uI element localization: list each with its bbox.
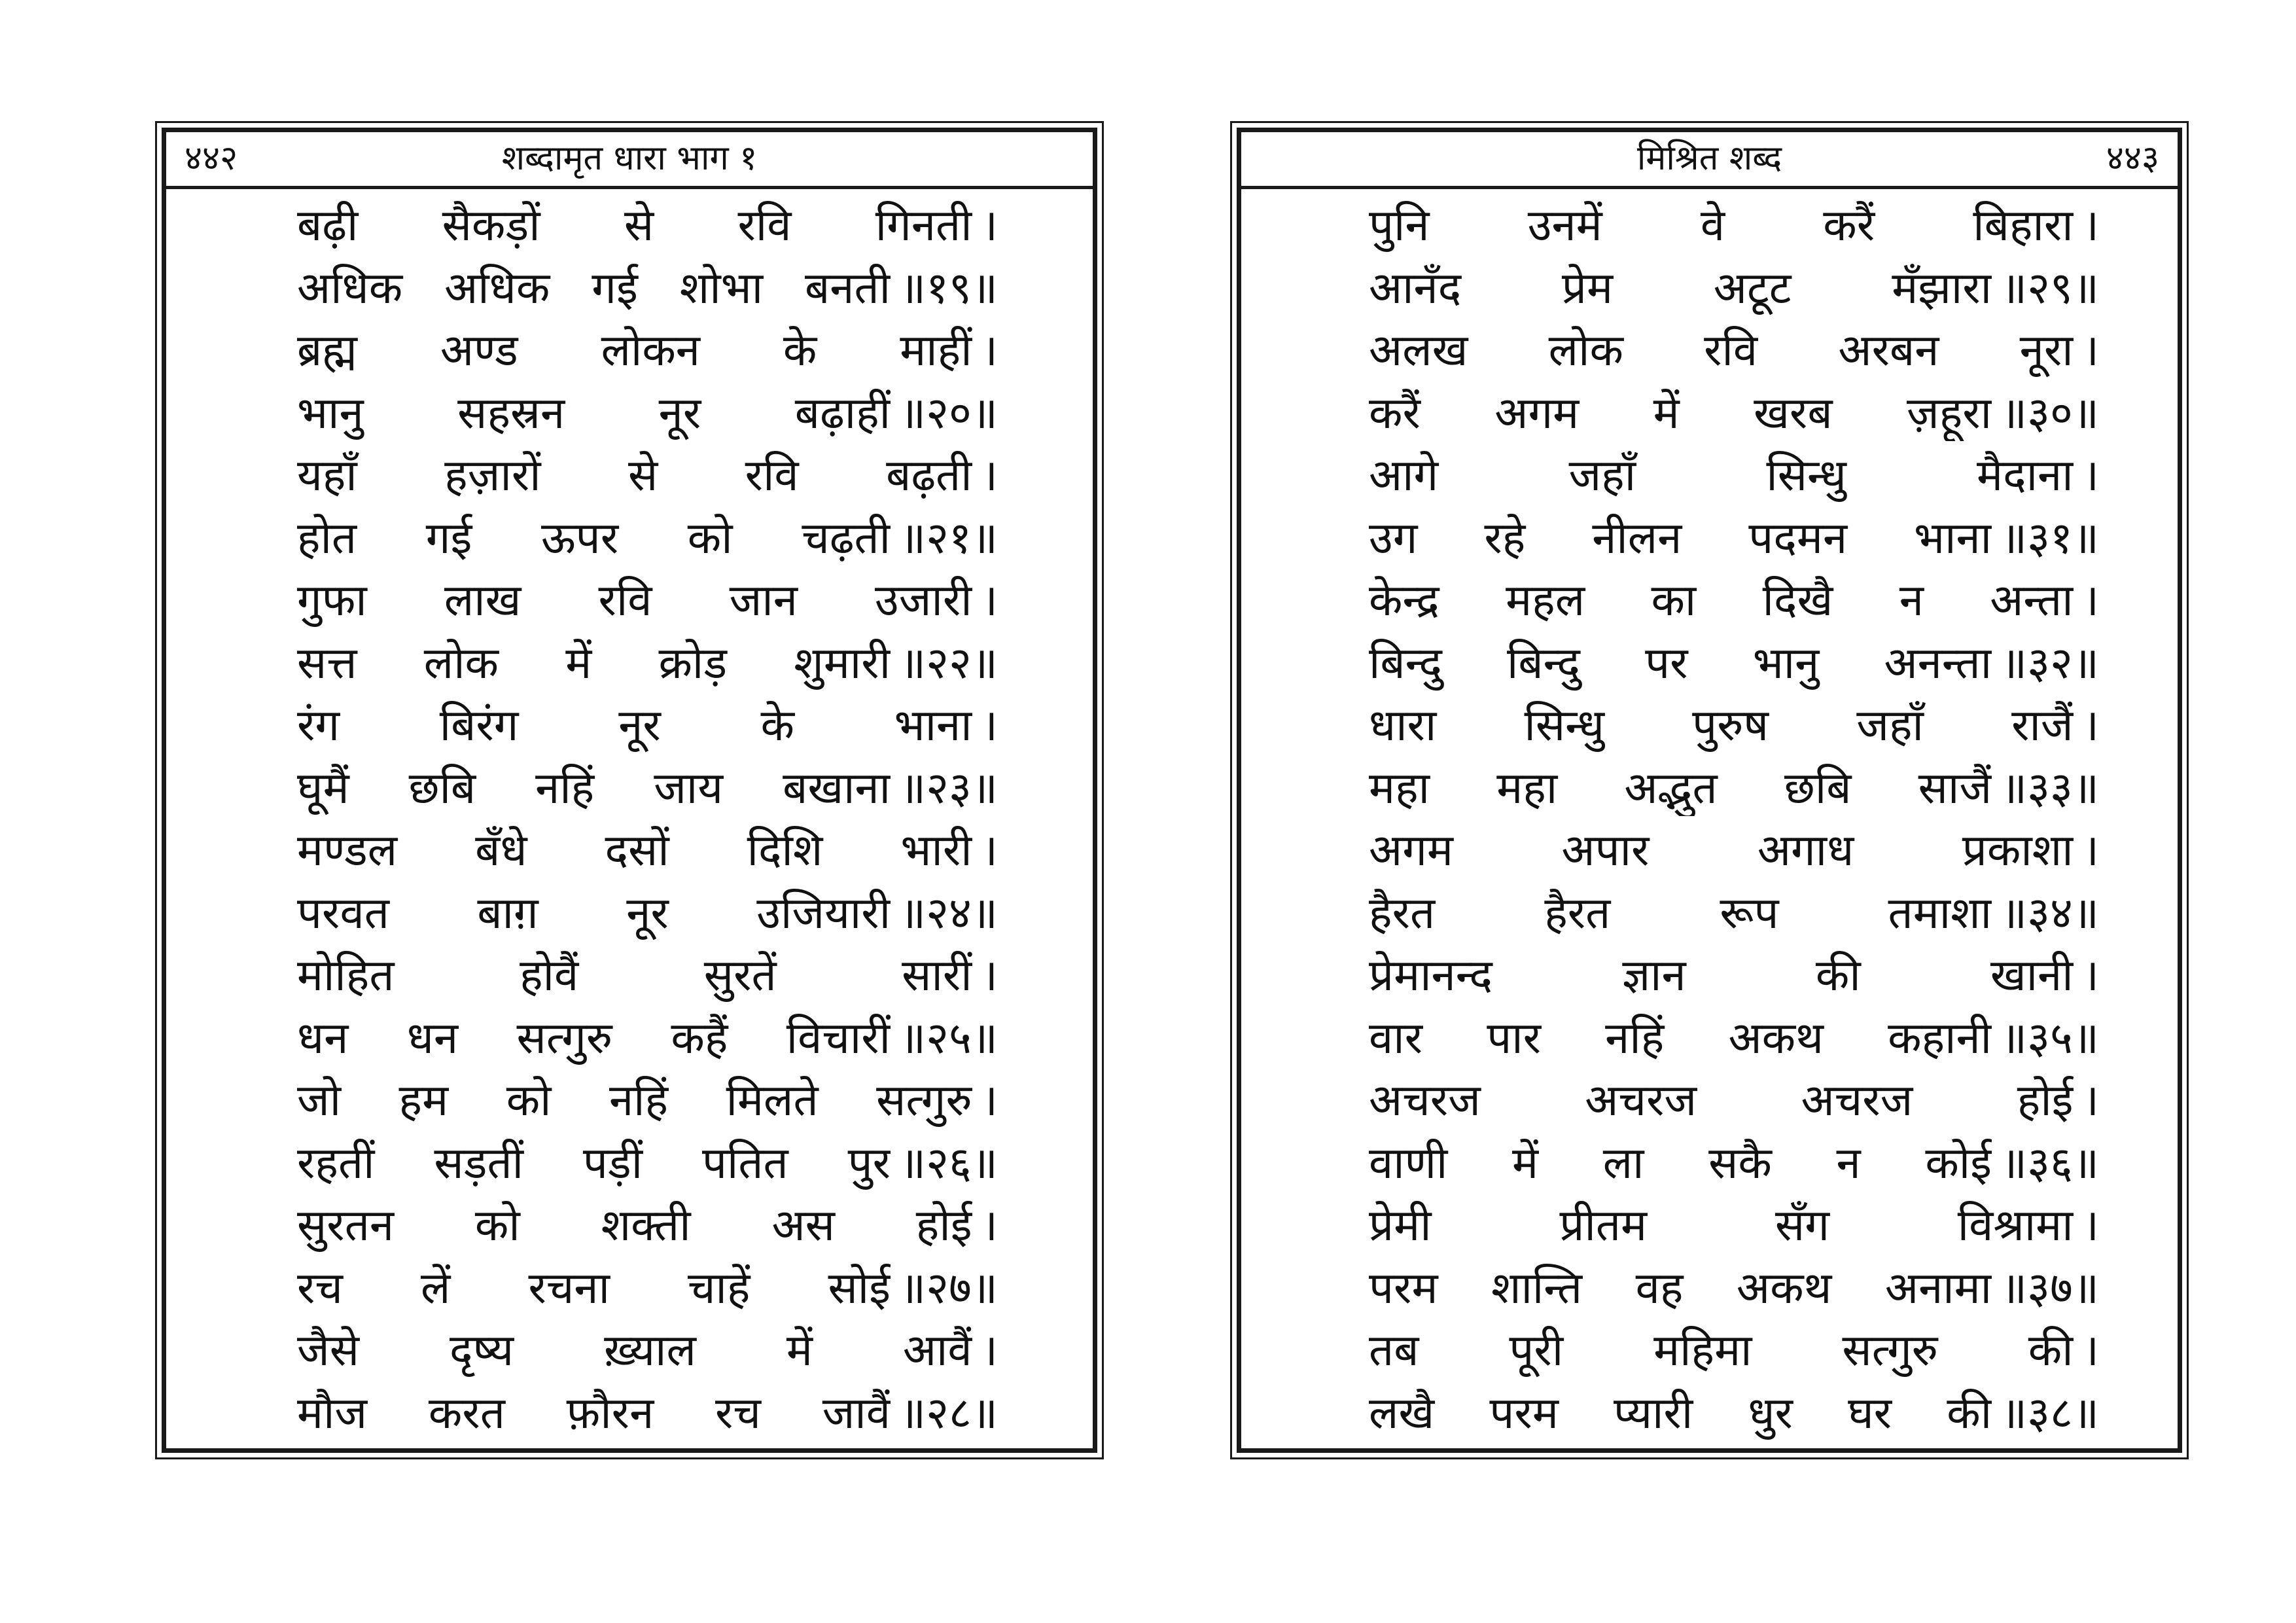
verse-line [297,198,998,253]
left-verse-block [297,198,998,1441]
verse-end-mark: ॥३४॥ [2001,887,2099,938]
verse-text: करैं अगम में खरब ज़हूरा [1369,387,1992,438]
verse-end-mark: । [2082,1200,2099,1251]
left-page [162,128,1097,1453]
right-page-number: ४४३ [2106,139,2159,178]
verse-line [297,1010,998,1066]
verse-text: अलख लोक रवि अरबन नूरा [1369,325,2074,376]
verse-line [297,635,998,691]
verse-end-mark: ॥२३॥ [900,762,998,813]
verse-text: केन्द्र महल का दिखै न अन्ता [1369,575,2074,626]
right-page-header [1241,132,2178,189]
verse-text: हैरत हैरत रूप तमाशा [1369,887,1992,938]
verse-end-mark: ॥२८॥ [900,1387,998,1438]
verse-text: मौज करत फ़ौरन रच जावैं [297,1387,891,1438]
verse-end-mark: ॥२४॥ [900,887,998,938]
verse-line [297,1260,998,1316]
left-page-number: ४४२ [185,139,238,178]
verse-end-mark: ॥३१॥ [2001,512,2099,563]
verse-end-mark: । [2082,950,2099,1001]
verse-text: महा महा अद्भुत छबि साजैं [1369,762,1992,813]
verse-line [1369,948,2099,1003]
verse-end-mark: । [981,950,998,1001]
verse-text: पुनि उनमें वे करैं बिहारा [1369,200,2074,251]
verse-text: तब पूरी महिमा सत्गुरु की [1369,1325,2074,1376]
verse-text: आगे जहाँ सिन्धु मैदाना [1369,450,2074,501]
verse-line [297,698,998,753]
verse-end-mark: । [2082,700,2099,751]
verse-line [297,573,998,628]
verse-text: परवत बाग़ नूर उजियारी [297,887,891,938]
verse-line [297,1323,998,1378]
verse-end-mark: । [2082,1325,2099,1376]
verse-line [297,885,998,941]
verse-text: धन धन सत्गुरु कहैं विचारीं [297,1012,891,1063]
verse-end-mark: ॥३६॥ [2001,1137,2099,1188]
verse-line [297,510,998,566]
verse-text: सुरतन को शक्ती अस होई [297,1200,972,1251]
verse-line [1369,1323,2099,1378]
verse-line [1369,1385,2099,1441]
verse-text: मोहित होवैं सुरतें सारीं [297,950,972,1001]
verse-line [1369,698,2099,753]
verse-text: आनँद प्रेम अटूट मँझारा [1369,262,1992,313]
verse-end-mark: ॥३५॥ [2001,1012,2099,1063]
verse-end-mark: ॥२९॥ [2001,262,2099,313]
verse-end-mark: ॥२७॥ [900,1262,998,1313]
verse-text: सत्त लोक में क्रोड़ शुमारी [297,637,891,688]
verse-end-mark: ॥३७॥ [2001,1262,2099,1313]
verse-end-mark: । [2082,825,2099,876]
verse-end-mark: । [981,325,998,376]
verse-text: ब्रह्म अण्ड लोकन के माहीं [297,325,972,376]
left-page-title: शब्दामृत धारा भाग १ [501,139,758,178]
verse-text: प्रेमानन्द ज्ञान की खानी [1369,950,2074,1001]
verse-line [1369,510,2099,566]
verse-line [1369,635,2099,691]
verse-end-mark: । [981,450,998,501]
right-page [1237,128,2182,1453]
verse-line [1369,323,2099,378]
verse-text: रंग बिरंग नूर के भाना [297,700,972,751]
verse-text: जैसे दृष्य ख़्याल में आवैं [297,1325,972,1376]
verse-line [297,1073,998,1128]
verse-text: रहतीं सड़तीं पड़ीं पतित पुर [297,1137,891,1188]
verse-line [1369,1198,2099,1253]
left-page-header [166,132,1093,189]
verse-text: मण्डल बँधे दसों दिशि भारी [297,825,972,876]
verse-end-mark: ॥३८॥ [2001,1387,2099,1438]
verse-text: होत गई ऊपर को चढ़ती [297,512,891,563]
verse-end-mark: ॥२२॥ [900,637,998,688]
verse-text: यहाँ हज़ारों से रवि बढ़ती [297,450,972,501]
verse-line [1369,1260,2099,1316]
verse-text: वाणी में ला सकै न कोई [1369,1137,1992,1188]
verse-text: परम शान्ति वह अकथ अनामा [1369,1262,1992,1313]
verse-text: लखै परम प्यारी धुर घर की [1369,1387,1992,1438]
verse-line [1369,1010,2099,1066]
verse-line [297,760,998,816]
verse-line [1369,573,2099,628]
verse-end-mark: । [981,200,998,251]
verse-text: अधिक अधिक गई शोभा बनती [297,262,891,313]
verse-line [297,948,998,1003]
verse-text: अगम अपार अगाध प्रकाशा [1369,825,2074,876]
verse-end-mark: । [2082,200,2099,251]
verse-line [297,823,998,878]
verse-line [1369,385,2099,441]
verse-text: उग रहे नीलन पदमन भाना [1369,512,1992,563]
verse-line [297,1198,998,1253]
verse-text: वार पार नहिं अकथ कहानी [1369,1012,1992,1063]
right-verse-block [1369,198,2099,1441]
verse-end-mark: ॥२६॥ [900,1137,998,1188]
verse-line [1369,1135,2099,1191]
verse-text: रच लें रचना चाहें सोई [297,1262,891,1313]
verse-line [1369,448,2099,503]
verse-end-mark: । [2082,450,2099,501]
verse-line [297,1385,998,1441]
verse-text: धारा सिन्धु पुरुष जहाँ राजैं [1369,700,2074,751]
verse-text: भानु सहस्रन नूर बढ़ाहीं [297,387,891,438]
verse-text: अचरज अचरज अचरज होई [1369,1075,2074,1126]
verse-line [1369,1073,2099,1128]
verse-text: जो हम को नहिं मिलते सत्गुरु [297,1075,972,1126]
verse-end-mark: । [981,700,998,751]
verse-line [1369,823,2099,878]
verse-end-mark: । [981,575,998,626]
verse-end-mark: ॥२५॥ [900,1012,998,1063]
verse-text: बढ़ी सैकड़ों से रवि गिनती [297,200,972,251]
verse-end-mark: ॥२१॥ [900,512,998,563]
verse-end-mark: । [2082,1075,2099,1126]
verse-line [297,448,998,503]
verse-line [297,1135,998,1191]
verse-end-mark: ॥१९॥ [900,262,998,313]
verse-end-mark: । [981,825,998,876]
verse-line [1369,198,2099,253]
verse-end-mark: । [981,1325,998,1376]
verse-line [297,323,998,378]
verse-line [1369,260,2099,316]
verse-end-mark: ॥३२॥ [2001,637,2099,688]
verse-text: बिन्दु बिन्दु पर भानु अनन्ता [1369,637,1992,688]
verse-end-mark: ॥३०॥ [2001,387,2099,438]
verse-line [297,385,998,441]
verse-text: घूमैं छबि नहिं जाय बखाना [297,762,891,813]
verse-end-mark: । [2082,575,2099,626]
verse-end-mark: ॥२०॥ [900,387,998,438]
right-page-title: मिश्रित शब्द [1636,139,1782,178]
verse-text: प्रेमी प्रीतम सँग विश्रामा [1369,1200,2074,1251]
verse-end-mark: । [981,1075,998,1126]
verse-end-mark: । [981,1200,998,1251]
verse-line [297,260,998,316]
verse-text: गुफा लाख रवि जान उजारी [297,575,972,626]
verse-end-mark: । [2082,325,2099,376]
verse-line [1369,760,2099,816]
verse-end-mark: ॥३३॥ [2001,762,2099,813]
verse-line [1369,885,2099,941]
